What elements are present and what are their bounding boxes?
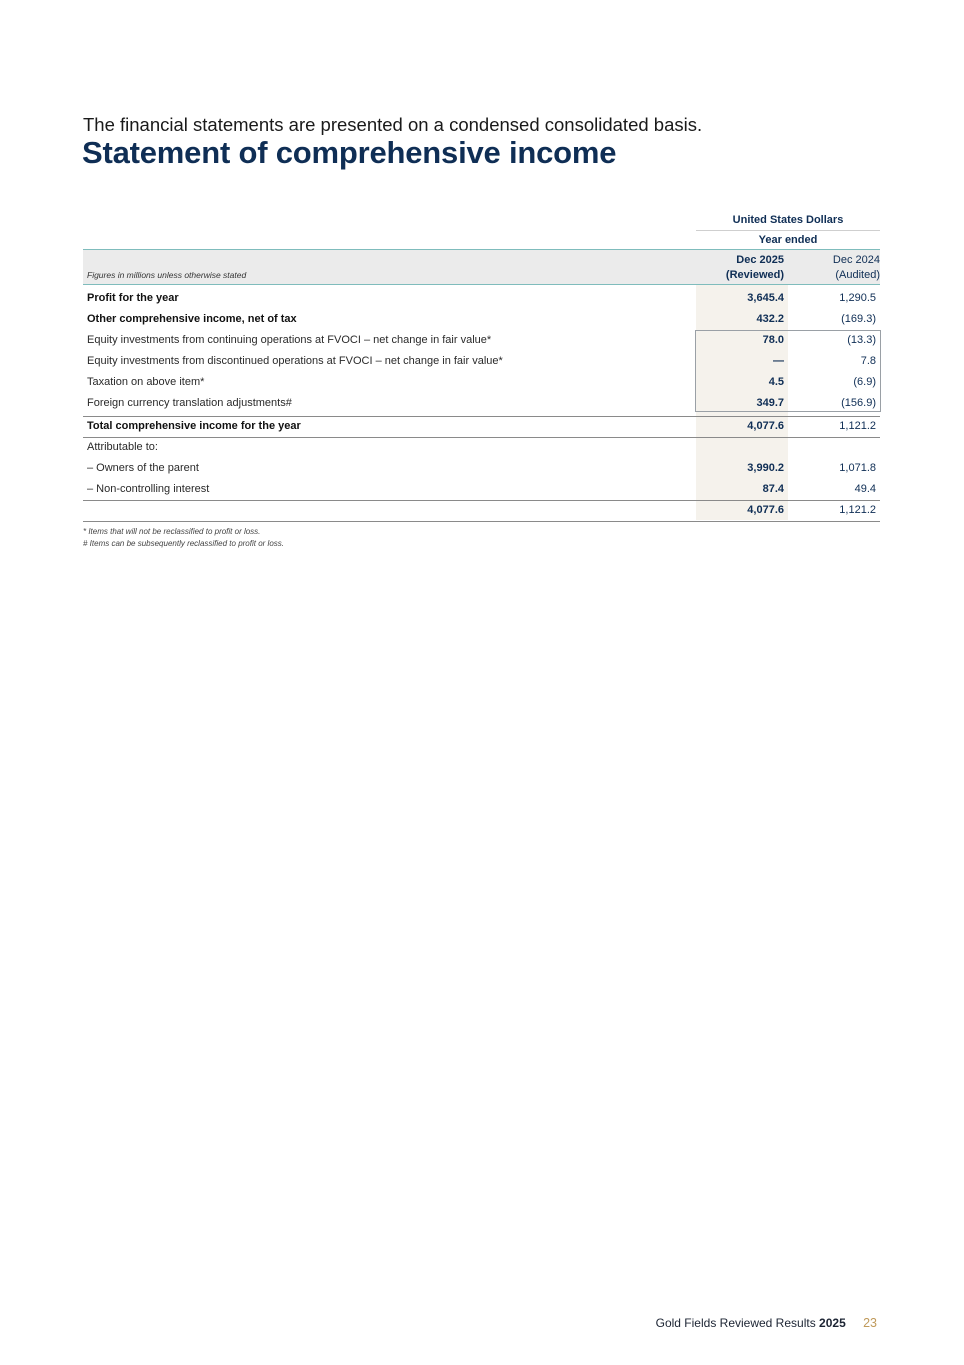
row-value-2024: 49.4 [854,483,876,495]
table-row-total-comprehensive-income [83,416,880,438]
row-label: Profit for the year [87,292,179,304]
row-value-2024: 1,121.2 [839,504,876,516]
table-row-non-controlling [83,480,880,501]
table-row-attributable [83,438,880,458]
row-label: Foreign currency translation adjustments# [87,397,292,409]
row-label: – Non-controlling interest [87,483,210,495]
table-row-profit [83,289,880,309]
table-row-attributable-total [83,501,880,522]
row-value-2025: 3,645.4 [747,292,784,304]
currency-header: United States Dollars [732,214,844,226]
table-row-taxation [83,373,880,393]
row-value-2025: 87.4 [762,483,784,495]
intro-text: The financial statements are presented on a condensed consolidated basis. [83,114,703,135]
row-value-2025: 349.7 [756,397,784,409]
footnote-not-reclassified: * Items that will not be reclassified to profit or loss. [83,527,261,536]
row-value-2024: 7.8 [860,355,876,367]
footer-publication: Gold Fields Reviewed Results [655,1316,816,1330]
column-header-dec-2025-line1: Dec 2025 [736,254,784,266]
row-value-2025: 3,990.2 [747,462,784,474]
row-label: Equity investments from discontinued operations at FVOCI – net change in fair value* [87,355,503,367]
row-value-2025: 4.5 [768,376,784,388]
row-value-2025: 4,077.6 [747,420,784,432]
row-label: Taxation on above item* [87,376,205,388]
table-row-oci [83,310,880,330]
page-footer [656,1316,877,1330]
page-number: 23 [863,1316,877,1330]
page-title: Statement of comprehensive income [82,135,617,170]
row-label: Other comprehensive income, net of tax [87,313,297,325]
table-row-equity-continuing [83,331,880,351]
column-header-dec-2025 [696,253,784,283]
row-value-2024: (6.9) [853,376,876,388]
row-value-2024: (169.3) [841,313,876,325]
row-value-2024: (156.9) [841,397,876,409]
row-value-2024: 1,290.5 [839,292,876,304]
table-row-owners [83,459,880,479]
table-row-fx-translation [83,394,880,414]
row-value-2025: 4,077.6 [747,504,784,516]
row-value-2024: 1,071.8 [839,462,876,474]
figures-note: Figures in millions unless otherwise stated [87,270,247,280]
comprehensive-income-table [83,210,880,522]
footnote-reclassified: # Items can be subsequently reclassified to profit or loss. [83,539,284,548]
column-header-dec-2024 [792,253,880,283]
column-header-dec-2024-line1: Dec 2024 [832,254,880,266]
row-label: Attributable to: [87,441,158,453]
row-value-2024: (13.3) [847,334,876,346]
column-header-dec-2025-line2: (Reviewed) [725,269,784,281]
table-row-equity-discontinued [83,352,880,372]
header-divider [696,230,880,231]
row-label: Equity investments from continuing operations at FVOCI – net change in fair value* [87,334,492,346]
period-header: Year ended [758,234,818,246]
row-value-2025: 78.0 [762,334,784,346]
row-value-2024: 1,121.2 [839,420,876,432]
row-label: – Owners of the parent [87,462,199,474]
column-header-dec-2024-line2: (Audited) [835,269,880,281]
row-value-2025: — [773,355,784,367]
row-label: Total comprehensive income for the year [87,420,301,432]
row-value-2025: 432.2 [756,313,784,325]
footer-year: 2025 [819,1316,846,1330]
